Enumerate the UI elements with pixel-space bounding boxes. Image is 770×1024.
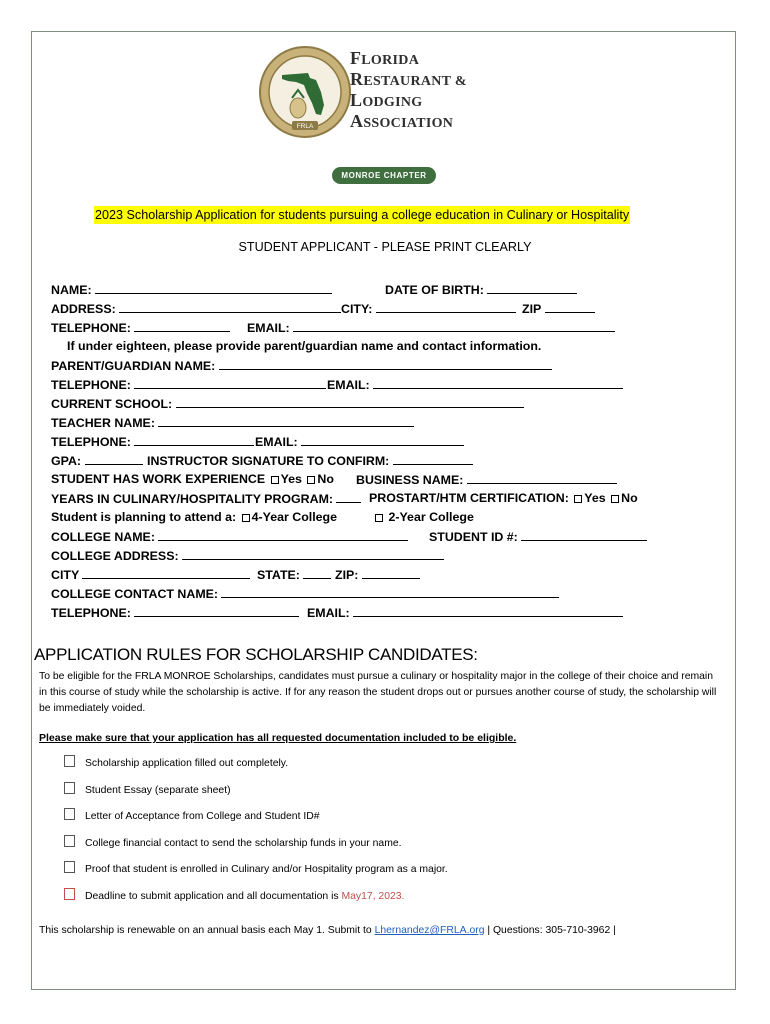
college-state-label: STATE: — [257, 568, 300, 582]
rules-heading: APPLICATION RULES FOR SCHOLARSHIP CANDIDATES: — [34, 645, 478, 664]
form-row — [51, 453, 701, 472]
college-zip-field[interactable] — [362, 567, 420, 579]
address-label: ADDRESS: — [51, 302, 116, 316]
footer-text: This scholarship is renewable on an annual basis each May 1. Submit to — [39, 925, 372, 936]
name-label: NAME: — [51, 283, 92, 297]
college-email-field[interactable] — [353, 605, 623, 617]
requirement-text: Letter of Acceptance from College and Student ID# — [85, 811, 320, 822]
work-experience-no-checkbox[interactable] — [307, 476, 315, 484]
work-yes-label: Yes — [280, 472, 302, 486]
college-city-label: CITY — [51, 568, 79, 582]
college-address-label: COLLEGE ADDRESS: — [51, 549, 179, 563]
address-field[interactable] — [119, 301, 341, 313]
applicant-subtitle: STUDENT APPLICANT - PLEASE PRINT CLEARLY — [238, 240, 532, 254]
college-contact-field[interactable] — [221, 586, 559, 598]
guardian-telephone-field[interactable] — [134, 377, 326, 389]
frla-seal-icon — [258, 45, 352, 139]
deadline-checkbox[interactable] — [64, 888, 75, 900]
form-row — [51, 396, 701, 415]
requirements-heading: Please make sure that your application has all requested documentation included to be eligible. — [39, 732, 517, 744]
dob-field[interactable] — [487, 282, 577, 294]
submit-email-link[interactable]: Lhernandez@FRLA.org — [374, 925, 485, 936]
eligibility-paragraph: To be eligible for the FRLA MONROE Scholarships, candidates must pursue a culinary or hospitality major in the college of their choice and remain in this course of study while the scholarship is active. If for any reason the student drops out or pursues another course of study, the scholarship will be immediately voided. — [39, 671, 717, 714]
name-field[interactable] — [95, 282, 332, 294]
frla-logo — [258, 45, 488, 185]
city-label: CITY: — [341, 302, 373, 316]
seal-text: FRLA — [296, 123, 314, 130]
form-row — [51, 320, 701, 339]
form-row — [51, 510, 701, 529]
city-field[interactable] — [376, 301, 516, 313]
requirement-checkbox[interactable] — [64, 808, 75, 820]
telephone-label: TELEPHONE: — [51, 321, 131, 335]
student-id-field[interactable] — [521, 529, 647, 541]
business-name-label: BUSINESS NAME: — [356, 473, 464, 487]
teacher-telephone-label: TELEPHONE: — [51, 435, 131, 449]
college-zip-label: ZIP: — [335, 568, 359, 582]
requirement-checkbox[interactable] — [64, 861, 75, 873]
guardian-email-label: EMAIL: — [327, 378, 370, 392]
email-label: EMAIL: — [247, 321, 290, 335]
deadline-date: May17, 2023. — [341, 890, 405, 902]
college-address-field[interactable] — [182, 548, 444, 560]
years-program-label: YEARS IN CULINARY/HOSPITALITY PROGRAM: — [51, 492, 334, 506]
current-school-label: CURRENT SCHOOL: — [51, 397, 173, 411]
gpa-field[interactable] — [85, 453, 143, 465]
work-experience-label: STUDENT HAS WORK EXPERIENCE — [51, 472, 266, 486]
teacher-name-field[interactable] — [158, 415, 414, 427]
dob-label: DATE OF BIRTH: — [385, 283, 484, 297]
requirement-checkbox[interactable] — [64, 782, 75, 794]
guardian-name-label: PARENT/GUARDIAN NAME: — [51, 359, 216, 373]
form-row — [51, 339, 701, 358]
form-row — [51, 358, 701, 377]
instructor-signature-label: INSTRUCTOR SIGNATURE TO CONFIRM: — [147, 454, 390, 468]
application-form — [51, 282, 701, 624]
form-row — [51, 586, 701, 605]
zip-field[interactable] — [545, 301, 595, 313]
two-year-label: 2-Year College — [388, 510, 474, 524]
deadline-text: Deadline to submit application and all documentation is May17, 2023. — [85, 890, 405, 902]
current-school-field[interactable] — [176, 396, 524, 408]
zip-label: ZIP — [522, 302, 542, 316]
two-year-checkbox[interactable] — [375, 514, 383, 522]
under-eighteen-note: If under eighteen, please provide parent/guardian name and contact information. — [67, 339, 542, 353]
requirement-text: Scholarship application filled out completely. — [85, 758, 289, 769]
college-city-field[interactable] — [82, 567, 250, 579]
work-experience-yes-checkbox[interactable] — [271, 476, 279, 484]
form-row — [51, 377, 701, 396]
form-row — [51, 282, 701, 301]
footer-note — [39, 925, 616, 936]
teacher-email-field[interactable] — [301, 434, 464, 446]
college-name-field[interactable] — [158, 529, 408, 541]
requirement-checkbox[interactable] — [64, 755, 75, 767]
email-field[interactable] — [293, 320, 615, 332]
teacher-email-label: EMAIL: — [255, 435, 298, 449]
guardian-email-field[interactable] — [373, 377, 623, 389]
prostart-no-label: No — [621, 491, 638, 505]
form-row — [51, 301, 701, 320]
form-row — [51, 567, 701, 586]
telephone-field[interactable] — [134, 320, 230, 332]
prostart-yes-label: Yes — [584, 491, 606, 505]
chapter-badge: MONROE CHAPTER — [332, 167, 436, 184]
form-row — [51, 529, 701, 548]
years-program-field[interactable] — [336, 491, 361, 503]
form-row — [51, 415, 701, 434]
footer-questions: | Questions: 305-710-3962 | — [487, 925, 616, 936]
work-no-label: No — [317, 472, 334, 486]
requirement-text: Student Essay (separate sheet) — [85, 784, 231, 796]
form-row — [51, 491, 701, 510]
form-row — [51, 472, 701, 491]
college-state-field[interactable] — [303, 567, 331, 579]
teacher-telephone-field[interactable] — [134, 434, 254, 446]
prostart-label: PROSTART/HTM CERTIFICATION: — [369, 491, 569, 505]
four-year-label: 4-Year College — [251, 510, 338, 524]
student-id-label: STUDENT ID #: — [429, 530, 518, 544]
college-telephone-field[interactable] — [134, 605, 299, 617]
requirement-checkbox[interactable] — [64, 835, 75, 847]
college-telephone-label: TELEPHONE: — [51, 606, 131, 620]
requirement-text: College financial contact to send the scholarship funds in your name. — [85, 837, 402, 849]
form-row — [51, 434, 701, 453]
college-contact-label: COLLEGE CONTACT NAME: — [51, 587, 219, 601]
requirement-text: Proof that student is enrolled in Culinary and/or Hospitality program as a major. — [85, 864, 448, 875]
prostart-yes-checkbox[interactable] — [574, 495, 582, 503]
prostart-no-checkbox[interactable] — [611, 495, 619, 503]
planning-label: Student is planning to attend a: — [51, 510, 237, 524]
teacher-name-label: TEACHER NAME: — [51, 416, 155, 430]
guardian-telephone-label: TELEPHONE: — [51, 378, 131, 392]
association-name: FLORIDA RESTAURANT & LODGING ASSOCIATION — [350, 48, 467, 131]
business-name-field[interactable] — [467, 472, 617, 484]
college-name-label: COLLEGE NAME: — [51, 530, 155, 544]
college-email-label: EMAIL: — [307, 606, 350, 620]
guardian-name-field[interactable] — [219, 358, 552, 370]
form-row — [51, 605, 701, 624]
four-year-checkbox[interactable] — [242, 514, 250, 522]
application-title: 2023 Scholarship Application for students pursuing a college education in Culinary or Hospitality — [95, 208, 630, 222]
gpa-label: GPA: — [51, 454, 82, 468]
form-row — [51, 548, 701, 567]
instructor-signature-field[interactable] — [393, 453, 473, 465]
